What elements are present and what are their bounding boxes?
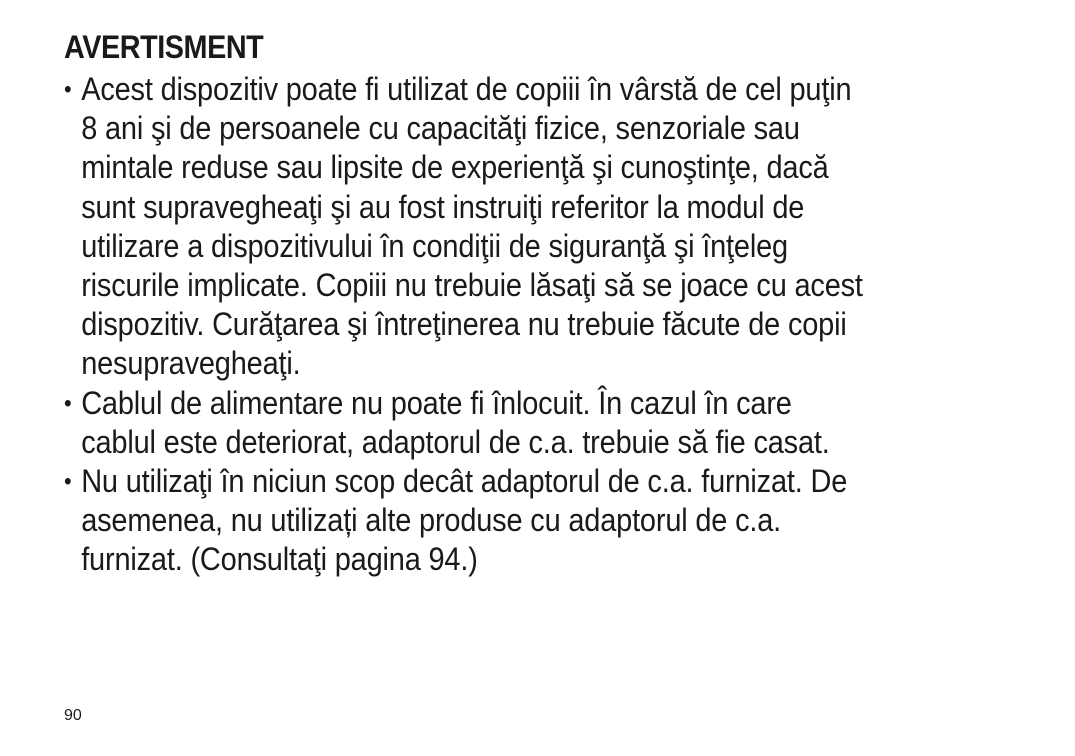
list-item: [64, 384, 1005, 462]
list-item-line: riscurile implicate. Copiii nu trebuie lăsaţi să se joace cu acest: [81, 267, 863, 304]
bullet-icon: •: [64, 76, 72, 103]
list-item-line: Cablul de alimentare nu poate fi înlocuit. În cazul în care: [81, 384, 792, 421]
list-item-line: dispozitiv. Curăţarea şi întreţinerea nu trebuie făcute de copii: [81, 306, 847, 343]
list-item-line: 8 ani şi de persoanele cu capacităţi fizice, senzoriale sau: [81, 110, 800, 147]
list-item-line: asemenea, nu utilizați alte produse cu adaptorul de c.a.: [81, 502, 782, 539]
list-item-line: sunt supravegheaţi şi au fost instruiţi referitor la modul de: [81, 188, 805, 225]
bullet-icon: •: [64, 389, 72, 417]
list-item-line: Acest dispozitiv poate fi utilizat de copiii în vârstă de cel puţin: [81, 71, 852, 107]
list-item-line: furnizat. (Consultaţi pagina 94.): [81, 541, 478, 578]
bullet-icon: •: [64, 468, 72, 496]
list-item-line: Nu utilizaţi în niciun scop decât adaptorul de c.a. furnizat. De: [81, 463, 848, 500]
list-item-line: utilizare a dispozitivului în condiţii de siguranţă şi înţeleg: [81, 227, 788, 264]
warning-heading: AVERTISMENT: [64, 29, 264, 65]
list-item: [64, 70, 1005, 384]
list-item: [64, 462, 1005, 580]
warning-list: [64, 70, 1075, 580]
list-item-line: mintale reduse sau lipsite de experienţă şi cunoştinţe, dacă: [81, 149, 829, 186]
page-number: 90: [64, 707, 82, 724]
list-item-line: nesupravegheaţi.: [81, 345, 301, 382]
list-item-line: cablul este deteriorat, adaptorul de c.a. trebuie să fie casat.: [81, 423, 830, 460]
